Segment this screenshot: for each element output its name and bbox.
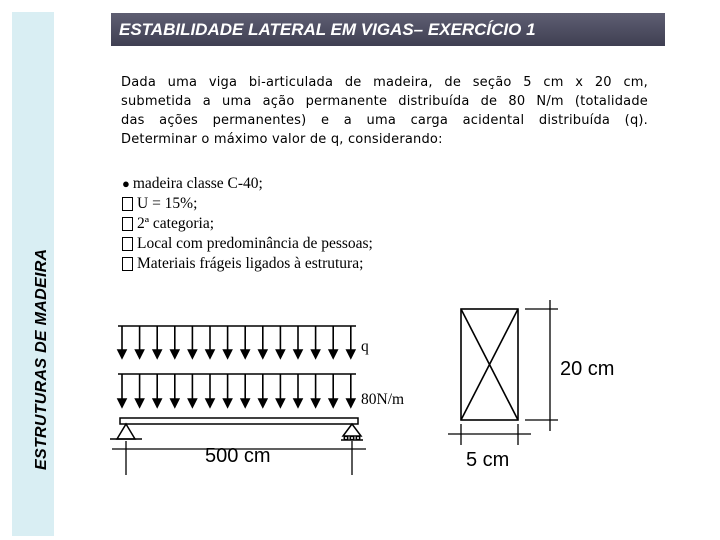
load-arrow-head xyxy=(153,399,161,407)
load-arrow-head xyxy=(206,350,214,358)
cross-section xyxy=(461,309,518,420)
load-arrow-head xyxy=(347,350,355,358)
load-arrow-head xyxy=(294,399,302,407)
load-q-label: q xyxy=(361,338,369,355)
load-arrow-head xyxy=(206,399,214,407)
load-arrow-head xyxy=(276,399,284,407)
load-arrow-head xyxy=(312,399,320,407)
load-arrow-head xyxy=(329,399,337,407)
load-arrow-head xyxy=(241,350,249,358)
load-arrow-head xyxy=(329,350,337,358)
load-arrow-head xyxy=(312,350,320,358)
list-item-text: Local com predominância de pessoas; xyxy=(137,235,373,252)
section-height-label: 20 cm xyxy=(560,358,615,380)
load-arrow-head xyxy=(259,399,267,407)
load-arrow-head xyxy=(136,399,144,407)
bullet-icon: ● xyxy=(122,176,130,191)
pinned-support-left xyxy=(110,424,142,439)
load-arrow-head xyxy=(347,399,355,407)
load-arrow-head xyxy=(153,350,161,358)
load-arrow-head xyxy=(118,350,126,358)
beam xyxy=(120,418,358,424)
load-arrow-head xyxy=(188,399,196,407)
height-dimension xyxy=(525,300,558,431)
load-arrow-head xyxy=(224,350,232,358)
load-arrow-head xyxy=(241,399,249,407)
load-arrow-head xyxy=(188,350,196,358)
statement-line: Dada uma viga bi-articulada de madeira, de seção 5 cm x 20 cm, xyxy=(121,75,648,90)
width-dimension xyxy=(448,424,531,445)
load-permanent-arrows xyxy=(118,374,356,407)
span-label: 500 cm xyxy=(205,445,271,467)
load-arrow-head xyxy=(294,350,302,358)
load-arrow-head xyxy=(171,399,179,407)
list-item-text: Materiais frágeis ligados à estrutura; xyxy=(137,255,364,272)
statement-line: das ações permanentes) e a uma carga acidental distribuída (q). xyxy=(121,113,648,128)
load-arrow-head xyxy=(136,350,144,358)
list-item-text: U = 15%; xyxy=(137,195,198,212)
sidebar-title: ESTRUTURAS DE MADEIRA xyxy=(33,248,50,470)
load-arrow-head xyxy=(118,399,126,407)
load-arrow-head xyxy=(259,350,267,358)
statement-line: Determinar o máximo valor de q, considerando: xyxy=(121,132,443,147)
section-width-label: 5 cm xyxy=(466,449,510,471)
load-arrow-head xyxy=(276,350,284,358)
roller-support-right xyxy=(341,424,363,440)
load-permanent-label: 80N/m xyxy=(361,391,405,408)
load-arrow-head xyxy=(224,399,232,407)
statement-line: submetida a uma ação permanente distribuída de 80 N/m (totalidade xyxy=(121,94,648,109)
load-arrow-head xyxy=(171,350,179,358)
load-q-arrows xyxy=(118,326,356,358)
list-item-text: 2ª categoria; xyxy=(137,215,215,232)
list-item-text: madeira classe C-40; xyxy=(132,175,263,192)
slide-title: ESTABILIDADE LATERAL EM VIGAS– EXERCÍCIO 1 xyxy=(119,19,536,39)
